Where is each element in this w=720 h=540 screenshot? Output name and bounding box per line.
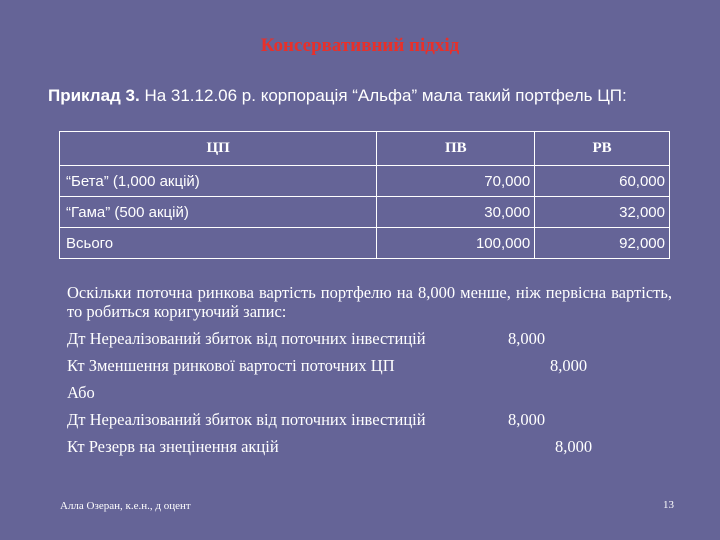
cell-name: Всього [60, 228, 377, 259]
cell-market-value: 32,000 [535, 197, 670, 228]
entry-amount: 8,000 [555, 437, 593, 456]
entry-amount: 8,000 [550, 356, 588, 375]
table-header-row [60, 132, 670, 166]
journal-entry-or [67, 383, 672, 402]
slide-title: Консервативний підхід [260, 35, 460, 56]
header-market-value: РВ [535, 132, 670, 166]
portfolio-table [59, 131, 670, 259]
cell-cost: 30,000 [377, 197, 535, 228]
cell-name: “Гама” (500 акцій) [60, 197, 377, 228]
cell-market-value: 92,000 [535, 228, 670, 259]
entry-text: Дт Нереалізований збиток від поточних інвестицій [67, 329, 426, 348]
cell-cost: 100,000 [377, 228, 535, 259]
example-line [48, 86, 627, 106]
table-row [60, 197, 670, 228]
table-row-total [60, 228, 670, 259]
cell-market-value: 60,000 [535, 166, 670, 197]
entry-amount: 8,000 [508, 410, 546, 429]
entry-text: Кт Резерв на знецінення акцій [67, 437, 279, 456]
entry-text: Або [67, 383, 95, 402]
example-text: На 31.12.06 р. корпорація “Альфа” мала такий портфель ЦП: [139, 86, 627, 105]
explanation-paragraph: Оскільки поточна ринкова вартість портфелю на 8,000 менше, ніж первісна вартість, то робиться коригуючий запис: [67, 283, 672, 321]
page-number: 13 [663, 499, 674, 511]
header-cost: ПВ [377, 132, 535, 166]
journal-entry [67, 329, 672, 348]
cell-name: “Бета” (1,000 акцій) [60, 166, 377, 197]
header-securities: ЦП [60, 132, 377, 166]
example-label: Приклад 3. [48, 86, 140, 105]
journal-entry [67, 410, 672, 429]
journal-entry [67, 437, 672, 456]
footer-author: Алла Озеран, к.е.н., д оцент [60, 500, 191, 512]
body-text [67, 283, 672, 464]
entry-text: Кт Зменшення ринкової вартості поточних ЦП [67, 356, 395, 375]
entry-amount: 8,000 [508, 329, 546, 348]
table-row [60, 166, 670, 197]
cell-cost: 70,000 [377, 166, 535, 197]
entry-text: Дт Нереалізований збиток від поточних інвестицій [67, 410, 426, 429]
journal-entry [67, 356, 672, 375]
